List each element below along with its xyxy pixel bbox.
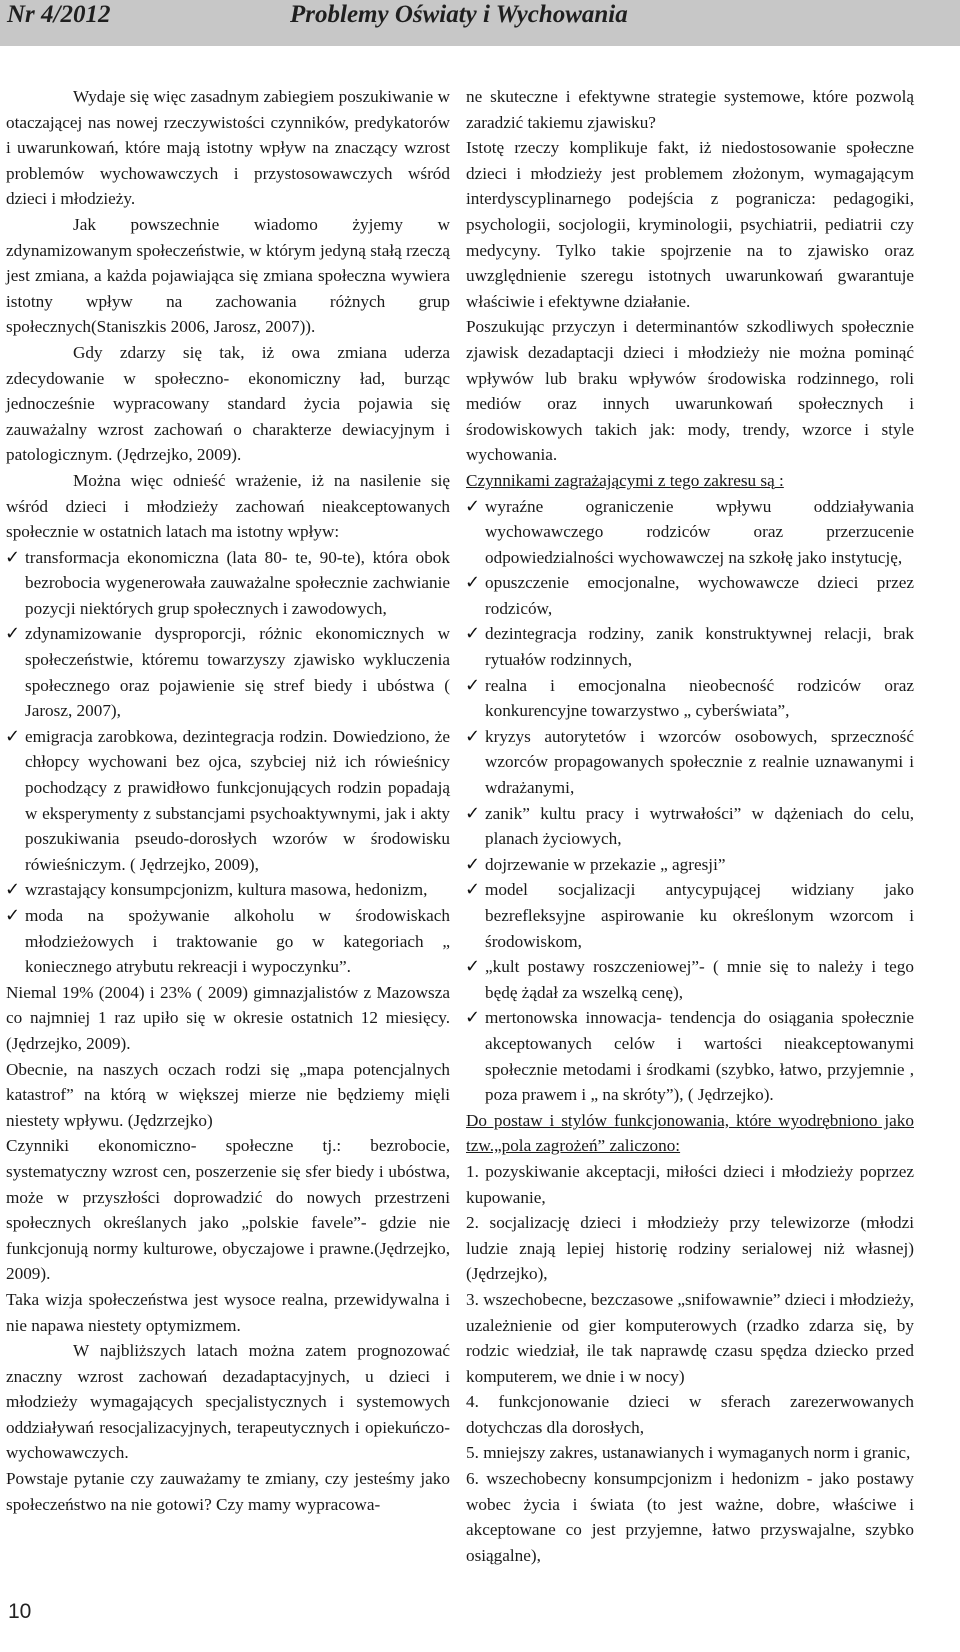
paragraph: Wydaje się więc zasadnym zabiegiem poszukiwanie w otaczającej nas nowej rzeczywistości czynników, predykatorów i uwarunkowań, które mają istotny wpływ na znaczący wzrost problemów wychowawczych i przystosowawczych wśród dzieci i młodzieży. xyxy=(6,87,450,209)
list-item: ✓ transformacja ekonomiczna (lata 80- te, 90-te), która obok bezrobocia wygenerowała zauważalne społecznie zachwianie pozycji niektórych grup społecznych i zawodowych, xyxy=(6,545,450,622)
paragraph: Można więc odnieść wrażenie, iż na nasilenie się wśród dzieci i młodzieży zachowań nieakceptowanych społecznie w ostatnich latach ma istotny wpływ: xyxy=(6,470,450,542)
numbered-item: 6. wszechobecny konsumpcjonizm i hedonizm - jako postawy wobec życia i świata (to jest ważne, dobre, właściwe i akceptowane co jest przyjemne, łatwo przyswajalne, szybko osiągalne), xyxy=(466,1469,914,1565)
checklist-factors xyxy=(6,545,450,980)
numbered-item: 2. socjalizację dzieci i młodzieży przy telewizorze (młodzi ludzie znają lepiej historię rodziny serialowej niż własnej) (Jędrzejko), xyxy=(466,1213,914,1284)
paragraph: Gdy zdarzy się tak, iż owa zmiana uderza zdecydowanie w społeczno- ekonomiczny ład, burząc jednocześnie wypracowany standard życia pojawia się zauważalny wzrost zachowań o charakterze dewiacyjnym i patologicznym. (Jędrzejko, 2009). xyxy=(6,342,450,465)
page-number: 10 xyxy=(8,1600,32,1623)
paragraph: Poszukując przyczyn i determinantów szkodliwych społecznie zjawisk dezadaptacji dzieci i młodzieży nie można pominąć wpływów lub braku wpływów środowiska rodzinnego, roli mediów oraz innych uwarunkowań społecznych i środowiskowych takich jak: mody, trendy, wzorce i style wychowania. xyxy=(466,317,914,465)
left-column xyxy=(6,84,450,1517)
list-item: ✓ realna i emocjonalna nieobecność rodziców oraz konkurencyjne towarzystwo „ cyberświata”, xyxy=(466,673,914,724)
list-item: ✓ model socjalizacji antycypującej widziany jako bezrefleksyjne aspirowanie ku określonym wzorcom i środowiskom, xyxy=(466,877,914,954)
numbered-item: 5. mniejszy zakres, ustanawianych i wymaganych norm i granic, xyxy=(466,1443,911,1463)
list-item: ✓ mertonowska innowacja- tendencja do osiągania społecznie akceptowanych celów i wartości nieakceptowanymi społecznie metodami i środkami (szybko, łatwo, przyjemnie , poza prawem i „ na skróty”), ( Jędrzejko). xyxy=(466,1005,914,1107)
list-item: ✓ opuszczenie emocjonalne, wychowawcze dzieci przez rodziców, xyxy=(466,570,914,621)
journal-title: Problemy Oświaty i Wychowania xyxy=(290,1,628,28)
list-item: ✓ moda na spożywanie alkoholu w środowiskach młodzieżowych i traktowanie go w kategoriach „ koniecznego atrybutu rekreacji i wypoczynku”. xyxy=(6,903,450,980)
list-item: ✓ wzrastający konsumpcjonizm, kultura masowa, hedonizm, xyxy=(6,877,450,903)
paragraph: Powstaje pytanie czy zauważamy te zmiany, czy jesteśmy jako społeczeństwo na nie gotowi? Czy mamy wypracowa- xyxy=(6,1469,450,1514)
list-item: ✓ zanik” kultu pracy i wytrwałości” w dążeniach do celu, planach życiowych, xyxy=(466,801,914,852)
numbered-item: 4. funkcjonowanie dzieci w sferach zarezerwowanych dotychczas dla dorosłych, xyxy=(466,1392,914,1437)
checklist-threats xyxy=(466,494,914,1108)
paragraph: Jak powszechnie wiadomo żyjemy w zdynamizowanym społeczeństwie, w którym jedyną stałą rzeczą jest zmiana, a każda pojawiająca się zmiana społeczna wywiera istotny wpływ na zachowania różnych grup społecznych(Staniszkis 2006, Jarosz, 2007)). xyxy=(6,214,450,337)
section-heading: Do postaw i stylów funkcjonowania, które wyodrębniono jako tzw.„pola zagrożeń” zaliczono: xyxy=(466,1110,914,1156)
section-heading: Czynnikami zagrażającymi z tego zakresu są : xyxy=(466,470,784,490)
paragraph: W najbliższych latach można zatem prognozować znaczny wzrost zachowań dezadaptacyjnych, u dzieci i młodzieży wymagających specjalistycznych i systemowych oddziaływań resocjalizacyjnych, terapeutycznych i opiekuńczo- wychowawczych. xyxy=(6,1341,450,1463)
list-item: ✓ „kult postawy roszczeniowej”- ( mnie się to należy i tego będę żądał za wszelką cenę), xyxy=(466,954,914,1005)
paragraph: Czynniki ekonomiczno- społeczne tj.: bezrobocie, systematyczny wzrost cen, poszerzenie się sfer biedy i ubóstwa, może w przyszłości doprowadzić do nowych przestrzeni społecznych określanych jako „polskie favele”- gdzie nie funkcjonują normy kulturowe, obyczajowe i prawne.(Jędrzejko, 2009). xyxy=(6,1136,450,1284)
list-item: ✓ emigracja zarobkowa, dezintegracja rodzin. Dowiedziono, że chłopcy wychowani bez ojca, szybciej niż ich rówieśnicy pochodzący z prawidłowo funkcjonujących rodzin popadają w eksperymenty z substancjami psychoaktywnymi, jak i akty poszukiwania pseudo-dorosłych wzorów w środowisku rówieśniczym. ( Jędrzejko, 2009), xyxy=(6,724,450,878)
list-item: ✓ dezintegracja rodziny, zanik konstruktywnej relacji, brak rytuałów rodzinnych, xyxy=(466,621,914,672)
numbered-item: 3. wszechobecne, bezczasowe „snifowawnie” dzieci i młodzieży, uzależnienie od gier komputerowych (rzadko zdarza się, by rodzic wiedział, ile tak naprawdę czasu spędza dziecko przed komputerem, we dnie i w nocy) xyxy=(466,1289,914,1386)
paragraph: Taka wizja społeczeństwa jest wysoce realna, przewidywalna i nie napawa niestety optymizmem. xyxy=(6,1289,450,1335)
list-item: ✓ kryzys autorytetów i wzorców osobowych, sprzeczność wzorców propagowanych społecznie z realnie uznawanymi i wdrażanymi, xyxy=(466,724,914,801)
list-item: ✓ dojrzewanie w przekazie „ agresji” xyxy=(466,852,914,878)
right-column xyxy=(466,84,914,1568)
list-item: ✓ wyraźne ograniczenie wpływu oddziaływania wychowawczego rodziców oraz przerzucenie odpowiedzialności wychowawczej na szkołę jako instytucję, xyxy=(466,494,914,571)
numbered-item: 1. pozyskiwanie akceptacji, miłości dzieci i młodzieży poprzez kupowanie, xyxy=(466,1161,914,1207)
paragraph: Istotę rzeczy komplikuje fakt, iż niedostosowanie społeczne dzieci i młodzieży jest problemem złożonym, wymagającym interdyscyplinarnego podejścia z pogranicza: pedagogiki, psychologii, socjologii, kryminologii, psychiatrii, pediatrii czy medycyny. Tylko takie spojrzenie na to zjawisko oraz uwzględnienie szeregu istotnych uwarunkowań gwarantuje właściwie i efektywne działanie. xyxy=(466,138,914,311)
paragraph: Niemal 19% (2004) i 23% ( 2009) gimnazjalistów z Mazowsza co najmniej 1 raz upiło się w okresie ostatnich 12 miesięcy. (Jędrzejko, 2009). xyxy=(6,982,450,1053)
running-header xyxy=(0,0,960,46)
paragraph: ne skuteczne i efektywne strategie systemowe, które pozwolą zaradzić takiemu zjawisku? xyxy=(466,87,914,132)
list-item: ✓ zdynamizowanie dysproporcji, różnic ekonomicznych w społeczeństwie, któremu towarzyszy zjawisko wykluczenia społecznego oraz pojawienie się stref biedy i ubóstwa ( Jarosz, 2007), xyxy=(6,621,450,723)
issue-number: Nr 4/2012 xyxy=(7,1,111,28)
paragraph: Obecnie, na naszych oczach rodzi się „mapa potencjalnych katastrof” na którą w większej mierze nie będziemy mięli niestety wpływu. (Jędzrzejko) xyxy=(6,1059,450,1130)
